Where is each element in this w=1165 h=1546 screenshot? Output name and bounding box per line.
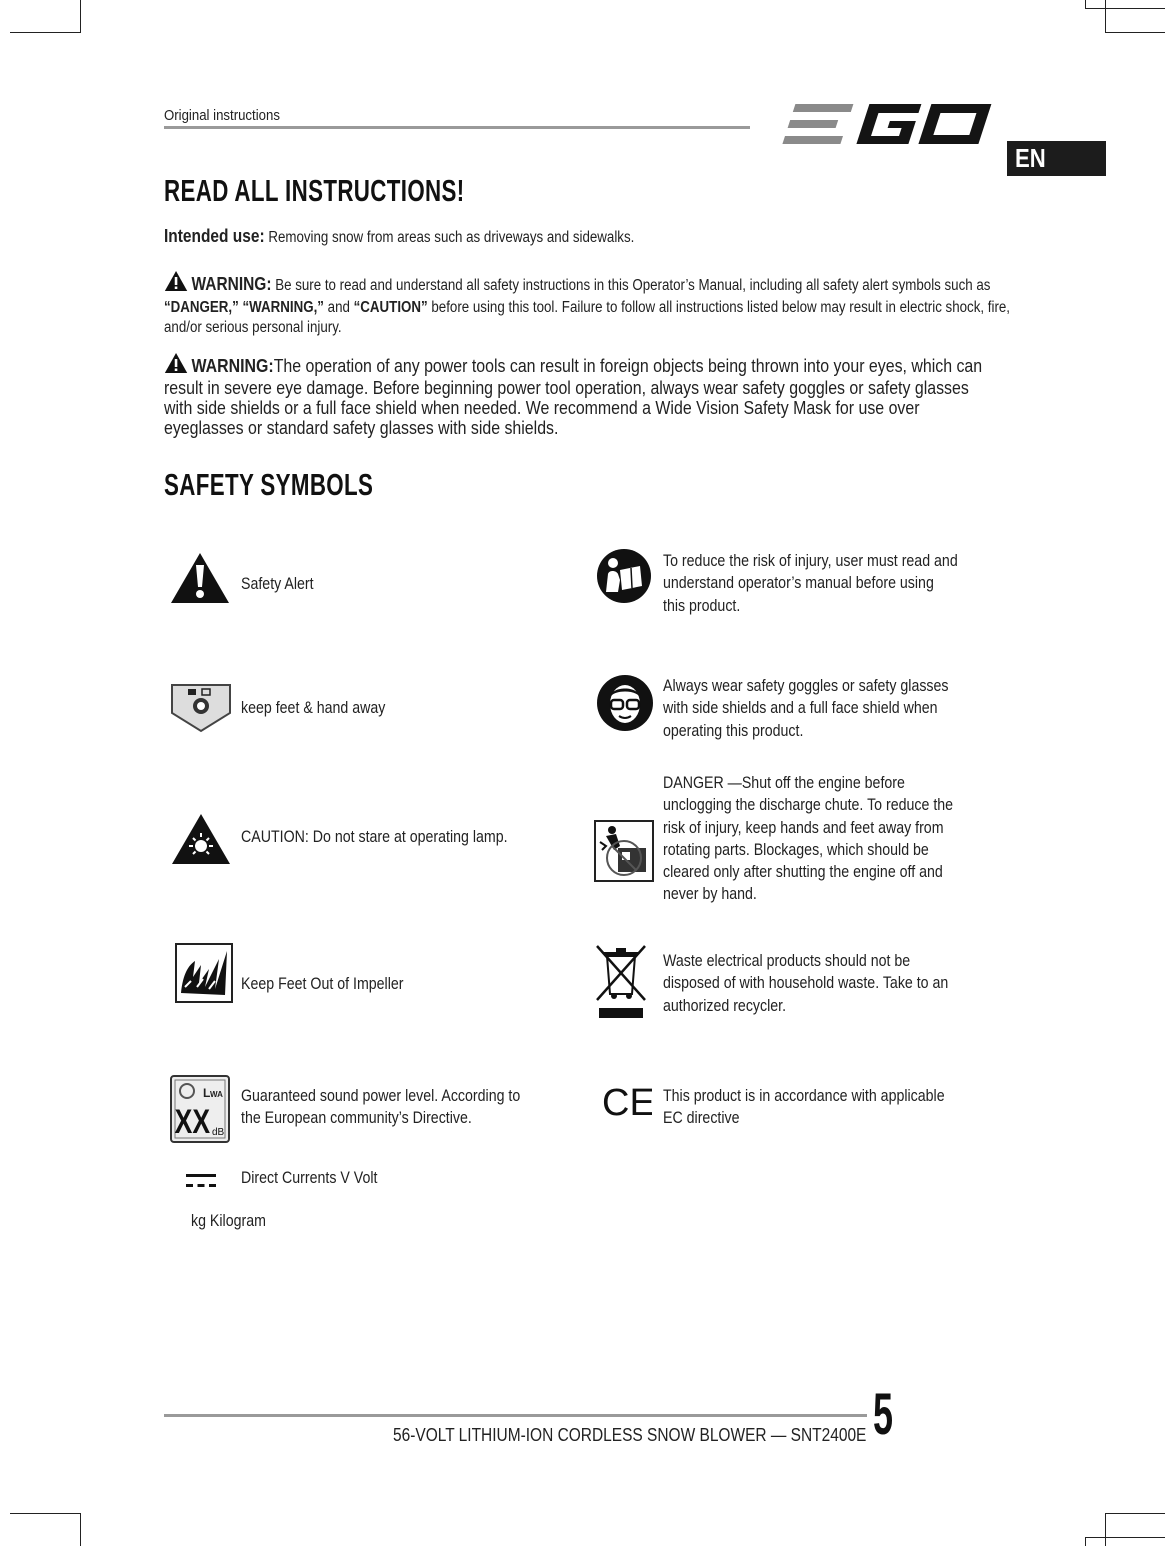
language-tab bbox=[1007, 141, 1106, 176]
warning-text: before using this tool. Failure to follow all instructions listed below may result in electric shock, fire, and/or serious personal injury. bbox=[164, 299, 1011, 336]
crop-mark bbox=[80, 1513, 81, 1546]
language-label: EN bbox=[1015, 143, 1046, 173]
warning-text: Be sure to read and understand all safety instructions in this Operator’s Manual, including all safety alert symbols such as bbox=[271, 277, 991, 294]
text-line: unclogging the discharge chute. To reduce the bbox=[663, 796, 954, 815]
text-line: DANGER —Shut off the engine before bbox=[663, 774, 905, 792]
symbol-desc-dc: Direct Currents V Volt bbox=[241, 1169, 378, 1187]
intended-use-text: Removing snow from areas such as driveways and sidewalks. bbox=[264, 229, 635, 246]
symbol-desc-sound bbox=[241, 1085, 520, 1130]
direct-current-icon bbox=[185, 1172, 217, 1195]
crop-mark bbox=[10, 32, 80, 33]
crop-mark bbox=[1085, 1537, 1165, 1538]
warning-paragraph-2 bbox=[164, 352, 990, 438]
symbol-desc-lamp: CAUTION: Do not stare at operating lamp. bbox=[241, 828, 508, 846]
text-line: the European community’s Directive. bbox=[241, 1109, 472, 1128]
text-line: To reduce the risk of injury, user must read and bbox=[663, 552, 958, 570]
text-line: Guaranteed sound power level. According to bbox=[241, 1087, 521, 1105]
text-line: understand operator’s manual before using bbox=[663, 574, 934, 593]
text-line: risk of injury, keep hands and feet away from bbox=[663, 818, 944, 837]
text-line: this product. bbox=[663, 596, 741, 615]
page-number: 5 bbox=[873, 1382, 894, 1447]
crop-mark bbox=[10, 1513, 80, 1514]
sound-badge-unit: dB bbox=[212, 1127, 225, 1138]
warning-keyword: “WARNING,” bbox=[242, 299, 324, 316]
symbol-desc-impeller: Keep Feet Out of Impeller bbox=[241, 975, 404, 993]
keep-away-icon bbox=[170, 683, 232, 738]
footer-rule bbox=[164, 1414, 867, 1417]
symbol-desc-ce bbox=[663, 1085, 945, 1130]
warning-triangle-icon bbox=[164, 270, 188, 298]
read-all-heading: READ ALL INSTRUCTIONS! bbox=[164, 173, 465, 208]
warning-paragraph-1 bbox=[164, 270, 1015, 338]
text-line: This product is in accordance with applicable bbox=[663, 1087, 945, 1105]
warning-label: WARNING: bbox=[191, 274, 272, 294]
intended-use-paragraph bbox=[164, 226, 1015, 248]
ce-mark-text: CE bbox=[602, 1083, 652, 1119]
text-line: authorized recycler. bbox=[663, 996, 787, 1015]
caution-keyword: “CAUTION” bbox=[353, 299, 428, 316]
symbol-desc-discharge-chute bbox=[663, 772, 953, 906]
warning-label: WARNING: bbox=[191, 355, 274, 376]
separator: and bbox=[323, 299, 354, 316]
crop-mark bbox=[1105, 32, 1165, 33]
crop-mark bbox=[1085, 8, 1165, 9]
sound-badge-text: XX bbox=[174, 1102, 211, 1141]
symbol-desc-weee bbox=[663, 950, 948, 1017]
symbol-desc-safety-alert: Safety Alert bbox=[241, 575, 314, 593]
svg-text:L: L bbox=[203, 1086, 211, 1100]
crop-mark bbox=[1105, 1513, 1106, 1546]
text-line: cleared only after shutting the engine off and bbox=[663, 863, 943, 882]
text-line: EC directive bbox=[663, 1109, 740, 1128]
eye-protection-icon bbox=[596, 674, 654, 737]
text-line: operating this product. bbox=[663, 721, 804, 740]
header-rule bbox=[164, 126, 750, 129]
impeller-icon bbox=[175, 943, 233, 1008]
text-line: rotating parts. Blockages, which should be bbox=[663, 840, 929, 859]
text-line: with side shields and a full face shield when bbox=[663, 699, 938, 718]
footer-title: 56-VOLT LITHIUM-ION CORDLESS SNOW BLOWER — SNT2400E bbox=[393, 1425, 867, 1445]
discharge-chute-icon bbox=[594, 820, 654, 887]
weee-bin-icon bbox=[595, 944, 647, 1027]
danger-keyword: “DANGER,” bbox=[164, 299, 239, 316]
text-line: never by hand. bbox=[663, 885, 757, 904]
crop-mark bbox=[1085, 1537, 1086, 1546]
warning-triangle-icon bbox=[164, 352, 188, 378]
read-manual-icon bbox=[596, 548, 652, 609]
crop-mark bbox=[1105, 0, 1106, 33]
symbol-desc-keep-away: keep feet & hand away bbox=[241, 699, 386, 717]
text-line: disposed of with household waste. Take to an bbox=[663, 974, 949, 993]
svg-text:WA: WA bbox=[210, 1090, 223, 1099]
crop-mark bbox=[1085, 0, 1086, 9]
symbol-desc-read-manual bbox=[663, 550, 958, 617]
text-line: Waste electrical products should not be bbox=[663, 952, 911, 970]
intended-use-label: Intended use: bbox=[164, 226, 265, 246]
symbol-desc-eye-protection bbox=[663, 675, 949, 742]
lamp-caution-icon bbox=[170, 812, 232, 871]
text-line: Always wear safety goggles or safety glasses bbox=[663, 677, 949, 695]
ego-logo bbox=[766, 96, 994, 156]
safety-symbols-heading: SAFETY SYMBOLS bbox=[164, 467, 374, 502]
sound-power-icon bbox=[170, 1075, 230, 1148]
original-instructions-label: Original instructions bbox=[164, 107, 280, 124]
symbol-desc-kg: kg Kilogram bbox=[191, 1212, 266, 1230]
warning-text: The operation of any power tools can result in foreign objects being thrown into your eyes, which can result in severe eye damage. Before beginning power tool operation, always wear safety goggles or safety glasses with side shields or a full face shield when needed. We recommend a Wide Vision Safety Mask for use over eyeglasses or standard safety glasses with side shields. bbox=[164, 355, 983, 438]
ce-mark-icon bbox=[602, 1083, 652, 1124]
crop-mark bbox=[80, 0, 81, 33]
crop-mark bbox=[1105, 1513, 1165, 1514]
safety-alert-icon bbox=[169, 551, 231, 610]
